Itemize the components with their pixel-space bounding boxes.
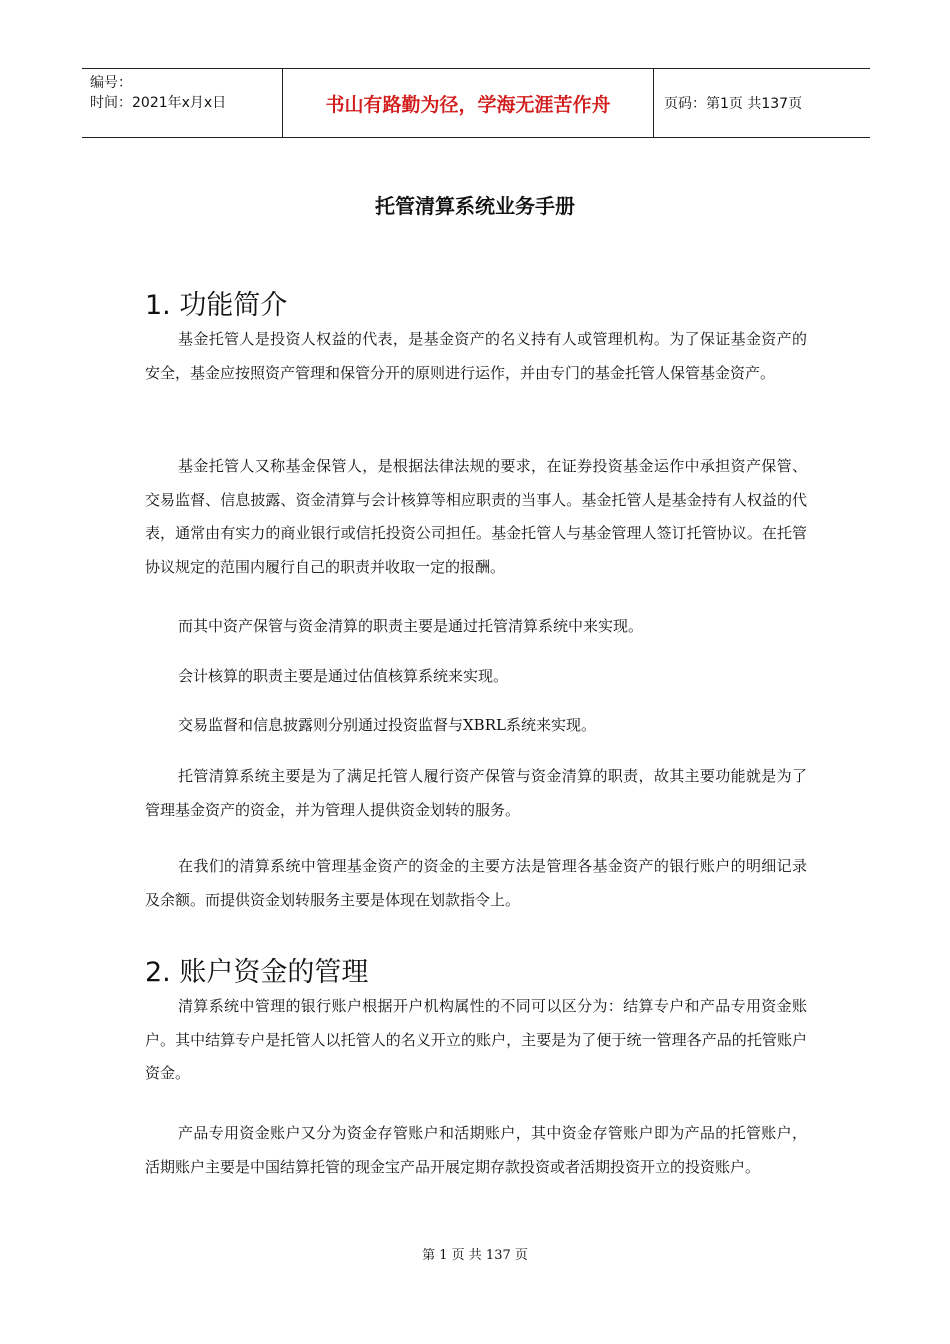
page-footer: 第 1 页 共 137 页 (422, 1248, 528, 1263)
section-2-heading: 2. 账户资金的管理 (145, 957, 369, 988)
time-label: 时间：2021年x月x日 (90, 95, 227, 111)
section-1-paragraph-5: 交易监督和信息披露则分别通过投资监督与XBRL系统来实现。 (178, 716, 596, 734)
section-1-paragraph-2: 基金托管人又称基金保管人，是根据法律法规的要求，在证券投资基金运作中承担资产保管、交易监督、信息披露、资金清算与会计核算等相应职责的当事人。基金托管人是基金持有人权益的代表，通常由有实力的商业银行或信托投资公司担任。基金托管人与基金管理人签订托管协议。在托管协议规定的范围内履行自己的职责并收取一定的报酬。 (145, 457, 807, 576)
document-title: 托管清算系统业务手册 (375, 194, 575, 218)
section-2-paragraph-2: 产品专用资金账户又分为资金存管账户和活期账户，其中资金存管账户即为产品的托管账户，活期账户主要是中国结算托管的现金宝产品开展定期存款投资或者活期投资开立的投资账户。 (145, 1124, 807, 1176)
section-1-paragraph-1: 基金托管人是投资人权益的代表，是基金资产的名义持有人或管理机构。为了保证基金资产的安全，基金应按照资产管理和保管分开的原则进行运作，并由专门的基金托管人保管基金资产。 (145, 330, 807, 382)
section-1-paragraph-3: 而其中资产保管与资金清算的职责主要是通过托管清算系统中来实现。 (178, 617, 644, 635)
number-label: 编号： (90, 75, 132, 91)
header-motto: 书山有路勤为径，学海无涯苦作舟 (282, 69, 654, 137)
section-2-paragraph-1: 清算系统中管理的银行账户根据开户机构属性的不同可以区分为：结算专户和产品专用资金账户。其中结算专户是托管人以托管人的名义开立的账户，主要是为了便于统一管理各产品的托管账户资金。 (145, 997, 807, 1082)
section-1-heading: 1. 功能简介 (145, 290, 288, 321)
section-1-paragraph-4: 会计核算的职责主要是通过估值核算系统来实现。 (178, 667, 509, 685)
page-header (82, 68, 870, 138)
header-meta (82, 69, 282, 137)
header-page-info: 页码：第1页 共137页 (664, 96, 803, 112)
section-1-paragraph-7: 在我们的清算系统中管理基金资产的资金的主要方法是管理各基金资产的银行账户的明细记录及余额。而提供资金划转服务主要是体现在划款指令上。 (145, 857, 807, 909)
section-1-paragraph-6: 托管清算系统主要是为了满足托管人履行资产保管与资金清算的职责，故其主要功能就是为了管理基金资产的资金，并为管理人提供资金划转的服务。 (145, 767, 807, 819)
